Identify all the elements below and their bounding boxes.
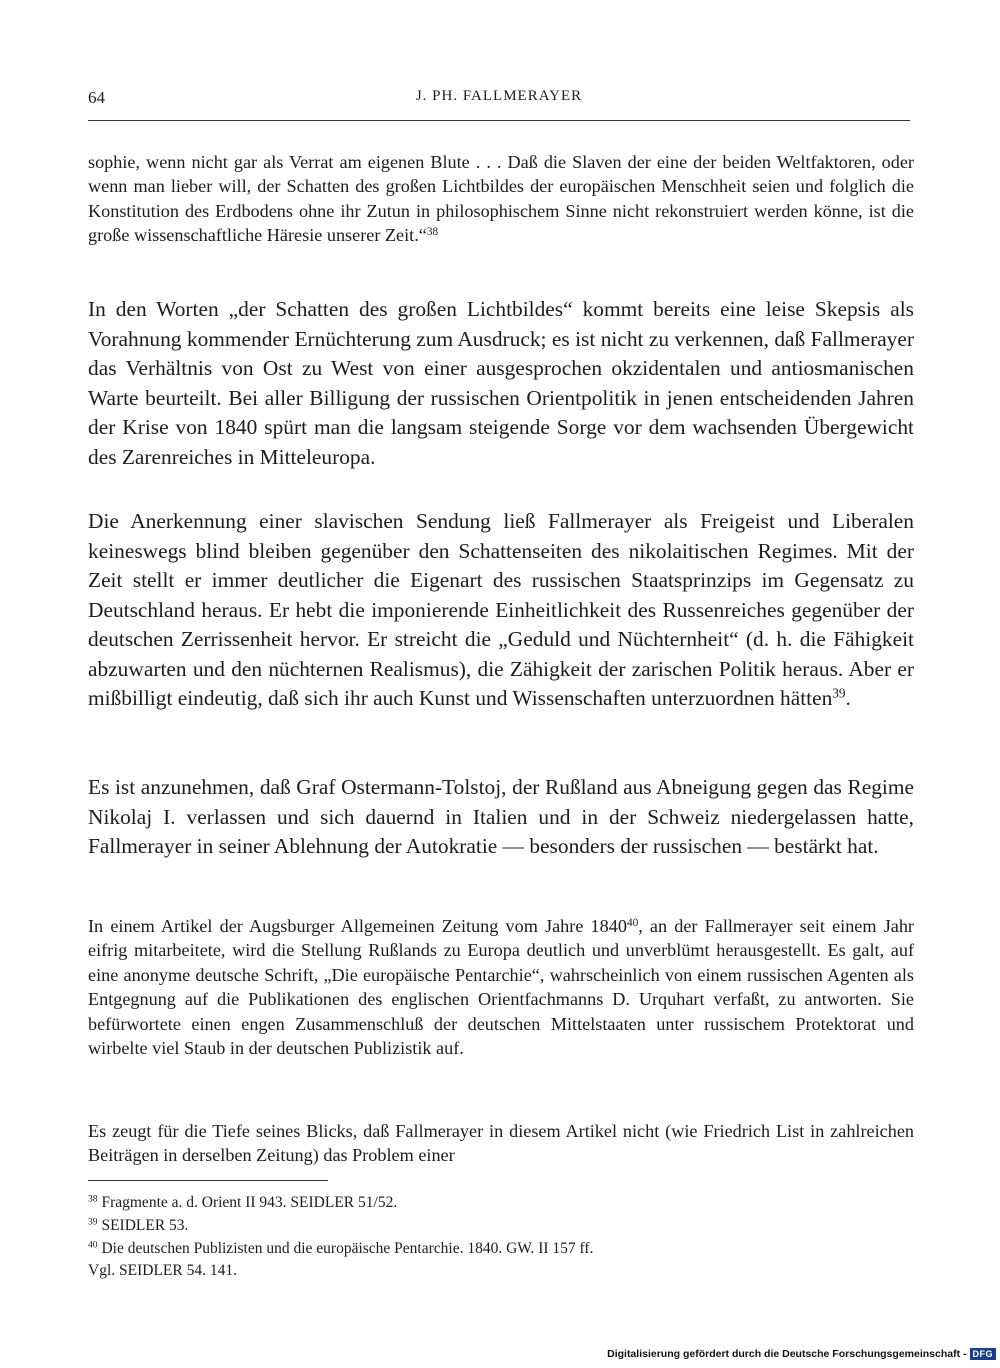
running-head: J. PH. FALLMERAYER xyxy=(415,88,583,104)
paragraph-5: Es zeugt für die Tiefe seines Blicks, daß Fallmerayer in diesem Artikel nicht (wie Friedrich List in zahlreichen Beiträgen in derselben Zeitung) das Problem einer xyxy=(88,1121,914,1166)
page-header xyxy=(88,88,910,118)
paragraph-2: Die Anerkennung einer slavischen Sendung ließ Fallmerayer als Freigeist und Liberalen keineswegs blind bleiben gegenüber den Schattenseiten des nikolaitischen Regimes. Mit der Zeit stellt er immer deutlicher die Eigenart des russischen Staatsprinzips im Gegensatz zu Deutschland heraus. Er hebt die imponierende Einheitlichkeit des Russenreiches gegenüber der deutschen Zerrissenheit hervor. Er streicht die „Geduld und Nüchternheit“ (d. h. die Fähigkeit abzuwarten und den nüchternen Realismus), die Zähigkeit der zarischen Politik heraus. Aber er mißbilligt eindeutig, daß sich ihr auch Kunst und Wissenschaften unterzuordnen hätten$^{39}$. xyxy=(88,509,914,710)
footnote-40-continuation: Vgl. SEIDLER 54. 141. xyxy=(88,1262,237,1279)
dfg-logo: DFG xyxy=(970,1348,997,1360)
footnote-ref-39: 39 xyxy=(832,685,846,701)
header-rule xyxy=(88,120,910,121)
paragraph-4: In einem Artikel der Augsburger Allgemeinen Zeitung vom Jahre 1840$^{40}$, an der Fallmerayer seit einem Jahr eifrig mitarbeitete, wird die Stellung Rußlands zu Europa deutlich und unverblümt herausgestellt. Es galt, auf eine anonyme deutsche Schrift, „Die europäische Pentarchie“, wahrscheinlich von einem russischen Agenten als Entgegnung auf die Publikationen des englischen Orientfachmanns D. Urquhart verfaßt, zu antworten. Sie befürwortete einen engen Zusammenschluß der deutschen Mittelstaaten unter russischem Protektorat und wirbelte viel Staub in der deutschen Publizistik auf. xyxy=(88,916,914,1059)
paragraph-1: In den Worten „der Schatten des großen Lichtbildes“ kommt bereits eine leise Skepsis als Vorahnung kommender Ernüchterung zum Ausdruck; es ist nicht zu verkennen, daß Fallmerayer das Verhältnis von Ost zu West von einer ausgesprochen okzidentalen und antiosmanischen Warte beurteilt. Bei aller Billigung der russischen Orientpolitik in jenen entscheidenden Jahren der Krise von 1840 spürt man die langsam steigende Sorge vor dem wachsenden Übergewicht des Zarenreiches in Mitteleuropa. xyxy=(88,297,914,469)
footnote-ref-38: 38 xyxy=(426,226,439,239)
paragraph-3: Es ist anzunehmen, daß Graf Ostermann-Tolstoj, der Rußland aus Abneigung gegen das Regime Nikolaj I. verlassen und sich dauernd in Italien und in der Schweiz niedergelassen hatte, Fallmerayer in seiner Ablehnung der Autokratie — besonders der russischen — bestärkt hat. xyxy=(88,775,914,858)
digitization-credit xyxy=(607,1346,996,1362)
footnote-38: $^{38}$ Fragmente a. d. Orient II 943. SEIDLER 51/52. xyxy=(88,1193,398,1211)
footnote-rule xyxy=(88,1180,328,1181)
credit-text: Digitalisierung gefördert durch die Deutsche Forschungsgemeinschaft - xyxy=(607,1348,967,1360)
footnote-40: $^{40}$ Die deutschen Publizisten und die europäische Pentarchie. 1840. GW. II 157 ff. xyxy=(88,1239,594,1257)
footnote-ref-40: 40 xyxy=(626,916,639,929)
quote-continuation: sophie, wenn nicht gar als Verrat am eigenen Blute . . . Daß die Slaven der eine der beiden Weltfaktoren, oder wenn man lieber will, der Schatten des großen Lichtbildes der europäischen Menschheit seien und folglich die Konstitution des Erdbodens ohne ihr Zutun in philosophischem Sinne nicht rekonstruiert werden könne, ist die große wissenschaftliche Häresie unserer Zeit.“$^{38}$ xyxy=(88,152,914,246)
page-number: 64 xyxy=(88,88,105,107)
footnote-39: $^{39}$ SEIDLER 53. xyxy=(88,1216,189,1234)
